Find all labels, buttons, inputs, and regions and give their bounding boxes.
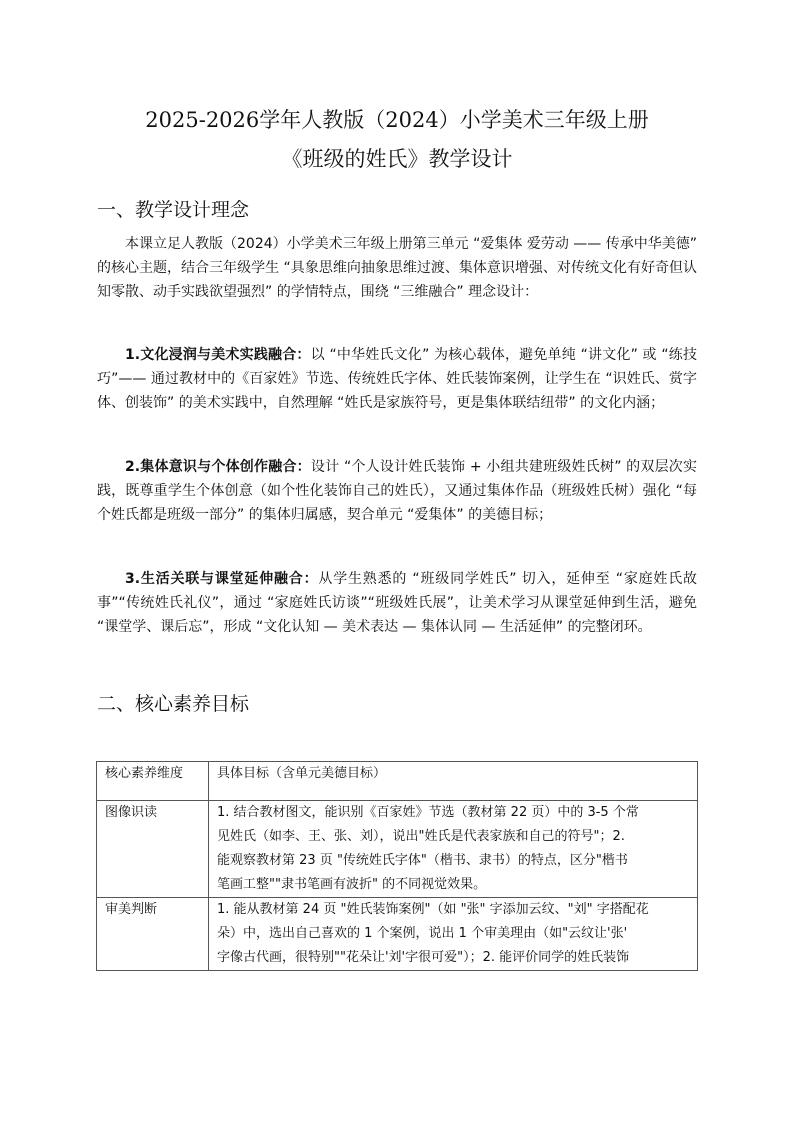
goal-line: 1. 能从教材第 24 页 "姓氏装饰案例"（如 "张" 字添加云纹、"刘" 字搭配花	[217, 902, 649, 917]
section-2-heading: 二、核心素养目标	[97, 693, 250, 715]
table-header-goals: 具体目标（含单元美德目标）	[209, 762, 698, 801]
goal-line: 笔画工整""隶书笔画有波折" 的不同视觉效果。	[217, 877, 487, 892]
design-point-2-text: 设计 “个人设计姓氏装饰 + 小组共建班级姓氏树” 的双层次实践，既尊重学生个体创意（如个性化装饰自己的姓氏），又通过集体作品（班级姓氏树）强化 “每个姓氏都是班级一部分” 的集体归属感，契合单元 “爱集体” 的美德目标；	[97, 459, 697, 523]
core-literacy-goals-table	[96, 761, 698, 971]
goal-line: 朵）中，选出自己喜欢的 1 个案例，说出 1 个审美理由（如"云纹让'张'	[217, 926, 628, 941]
goal-line: 能观察教材第 23 页 "传统姓氏字体"（楷书、隶书）的特点，区分"楷书	[217, 853, 628, 868]
table-row	[97, 898, 698, 971]
design-point-3-label: 3.生活关联与课堂延伸融合：	[125, 571, 319, 587]
design-point-3	[97, 567, 697, 639]
goal-line: 1. 结合教材图文，能识别《百家姓》节选（教材第 22 页）中的 3-5 个常	[217, 805, 639, 820]
design-point-2	[97, 455, 697, 527]
table-header-dimension: 核心素养维度	[97, 762, 209, 801]
document-title-line-2: 《班级的姓氏》教学设计	[281, 147, 513, 171]
table-row	[97, 801, 698, 898]
section-1-intro-paragraph: 本课立足人教版（2024）小学美术三年级上册第三单元 “爱集体 爱劳动 —— 传承中华美德” 的核心主题，结合三年级学生 “具象思维向抽象思维过渡、集体意识增强、对传统文化有好奇但认知零散、动手实践欲望强烈” 的学情特点，围绕 “三维融合” 理念设计：	[97, 236, 697, 300]
design-point-1-label: 1.文化浸润与美术实践融合：	[125, 347, 311, 363]
table-cell-goals	[209, 898, 698, 971]
table-cell-goals	[209, 801, 698, 898]
table-cell-dimension: 图像识读	[97, 801, 209, 898]
design-point-1	[97, 343, 697, 415]
design-point-1-text: 以 “中华姓氏文化” 为核心载体，避免单纯 “讲文化” 或 “练技巧”—— 通过教材中的《百家姓》节选、传统姓氏字体、姓氏装饰案例，让学生在 “识姓氏、赏字体、创装饰” 的美术实践中，自然理解 “姓氏是家族符号，更是集体联结纽带” 的文化内涵；	[97, 347, 697, 411]
goal-line: 见姓氏（如李、王、张、刘），说出"姓氏是代表家族和自己的符号"；2.	[217, 829, 625, 844]
design-point-2-label: 2.集体意识与个体创作融合：	[125, 459, 311, 475]
design-point-3-text: 从学生熟悉的 “班级同学姓氏” 切入，延伸至 “家庭姓氏故事”“传统姓氏礼仪”，通过 “家庭姓氏访谈”“班级姓氏展”，让美术学习从课堂延伸到生活，避免 “课堂学、课后忘”，形成 “文化认知 — 美术表达 — 集体认同 — 生活延伸” 的完整闭环。	[97, 571, 697, 635]
document-title-line-1: 2025-2026学年人教版（2024）小学美术三年级上册	[145, 108, 649, 132]
table-cell-dimension: 审美判断	[97, 898, 209, 971]
table-header-row	[97, 762, 698, 801]
goal-line: 字像古代画，很特别""花朵让'刘'字很可爱"）；2. 能评价同学的姓氏装饰	[217, 950, 630, 965]
section-1-heading: 一、教学设计理念	[97, 199, 250, 221]
